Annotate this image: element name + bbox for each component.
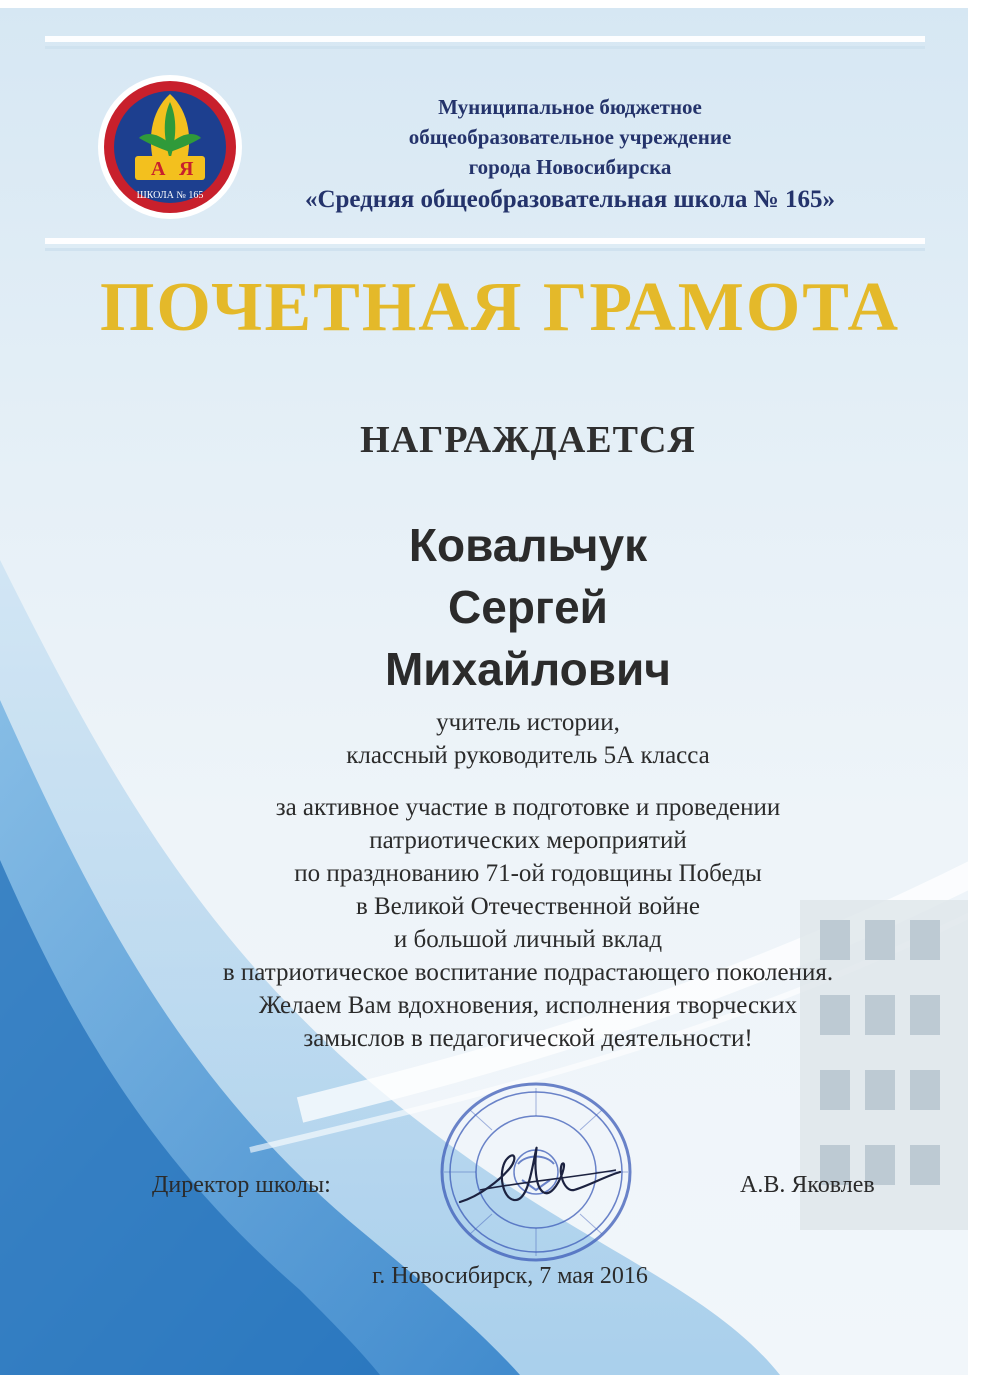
recipient-first-name: Сергей — [448, 581, 608, 633]
svg-text:А: А — [151, 158, 166, 180]
award-text-line: в Великой Отечественной войне — [355, 893, 701, 920]
position-line-1: учитель истории, — [436, 709, 620, 736]
award-text-line: патриотических мероприятий — [369, 827, 687, 854]
award-text — [0, 791, 1000, 1055]
recipient-name — [0, 514, 1000, 700]
school-emblem-icon — [95, 72, 245, 222]
director-label: Директор школы: — [152, 1172, 331, 1198]
award-text-line: и большой личный вклад — [393, 926, 663, 953]
top-stripe — [45, 36, 925, 42]
handwritten-signature-icon — [440, 1120, 640, 1230]
header-line-3: города Новосибирска — [468, 155, 672, 179]
recipient-position — [0, 706, 1000, 772]
recipient-surname: Ковальчук — [408, 519, 648, 571]
position-line-2: классный руководитель 5А класса — [346, 742, 710, 769]
divider-stripe-thin — [45, 248, 925, 251]
award-text-line: замыслов в педагогической деятельности! — [303, 1025, 753, 1052]
header-line-2: общеобразовательное учреждение — [408, 125, 732, 149]
svg-text:ШКОЛА № 165: ШКОЛА № 165 — [136, 190, 204, 201]
award-text-line: в патриотическое воспитание подрастающего поколения. — [222, 959, 834, 986]
divider-stripe — [45, 238, 925, 244]
top-stripe-thin — [45, 46, 925, 49]
header-line-1: Муниципальное бюджетное — [438, 95, 702, 119]
svg-text:Я: Я — [179, 158, 194, 180]
recipient-patronymic: Михайлович — [384, 643, 672, 695]
header-school-name: «Средняя общеобразовательная школа № 165» — [304, 186, 836, 213]
award-text-line: по празднованию 71-ой годовщины Победы — [294, 860, 762, 887]
director-name: А.В. Яковлев — [740, 1172, 875, 1198]
award-heading: НАГРАЖДАЕТСЯ — [360, 419, 696, 461]
place-and-date: г. Новосибирск, 7 мая 2016 — [372, 1263, 648, 1289]
certificate-title: ПОЧЕТНАЯ ГРАМОТА — [99, 269, 901, 346]
award-text-line: за активное участие в подготовке и проведении — [275, 794, 781, 821]
institution-header — [260, 92, 880, 218]
top-margin — [0, 0, 1000, 8]
award-text-line: Желаем Вам вдохновения, исполнения творческих — [258, 992, 798, 1019]
